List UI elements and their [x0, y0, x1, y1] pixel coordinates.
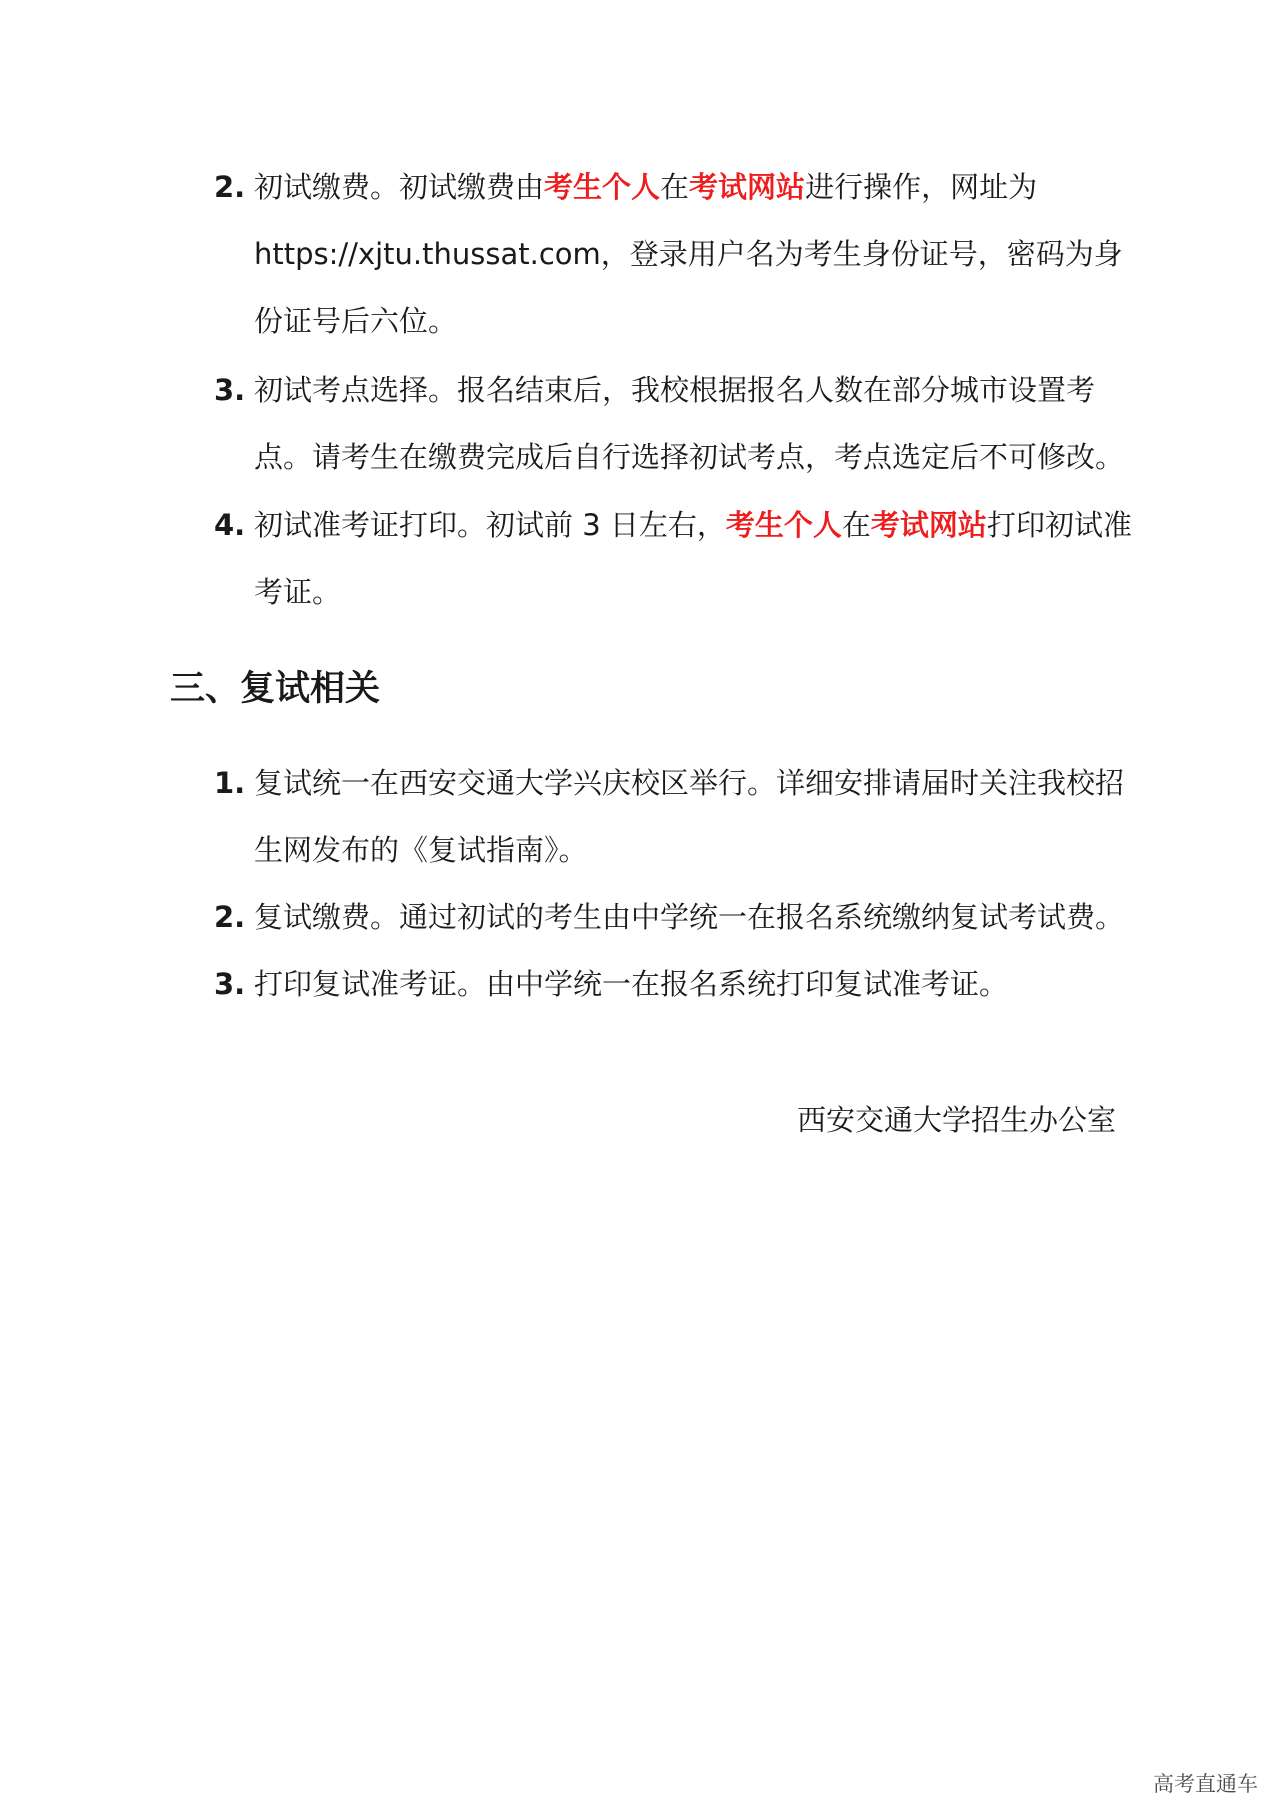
list-item-admission-ticket: [216, 492, 1146, 626]
list-number: 3.: [214, 967, 246, 1001]
list-number: 1.: [214, 766, 246, 800]
list-number: 3.: [214, 373, 246, 407]
list-item-fee-payment: [216, 154, 1146, 355]
list-item-text: [254, 154, 1146, 355]
list-item-text: 复试统一在西安交通大学兴庆校区举行。详细安排请届时关注我校招生网发布的《复试指南》。: [254, 766, 1125, 867]
text-run: 进行操作，网址为https://xjtu.thussat.com，登录用户名为考生身份证号，密码为身份证号后六位。: [254, 170, 1123, 338]
text-run: 在: [660, 170, 690, 204]
highlight-exam-website: 考试网站: [870, 508, 987, 542]
list-item-exam-site: [216, 357, 1146, 491]
text-run: 初试考点选择。报名结束后，我校根据报名人数在部分城市设置考点。请考生在缴费完成后自行选择初试考点，考点选定后不可修改。: [254, 373, 1125, 474]
list-item-retest-fee: [216, 884, 1146, 951]
list-item-text: 复试缴费。通过初试的考生由中学统一在报名系统缴纳复试考试费。: [254, 900, 1125, 934]
list-item-text: 打印复试准考证。由中学统一在报名系统打印复试准考证。: [254, 967, 1009, 1001]
highlight-exam-website: 考试网站: [689, 170, 806, 204]
list-item-retest-location: [216, 750, 1146, 884]
text-run: 初试准考证打印。初试前 3 日左右，: [254, 508, 726, 542]
watermark: 高考直通车: [1153, 1772, 1258, 1796]
highlight-candidate: 考生个人: [725, 508, 842, 542]
text-run: 初试缴费。初试缴费由: [254, 170, 545, 204]
highlight-candidate: 考生个人: [544, 170, 661, 204]
signature: 西安交通大学招生办公室: [796, 1103, 1116, 1137]
text-run: 打印初试准考证。: [254, 508, 1132, 609]
text-run: 在: [841, 508, 871, 542]
list-item-text: [254, 357, 1146, 491]
list-item-retest-ticket: [216, 951, 1146, 1018]
list-item-text: [254, 492, 1146, 626]
list-number: 2.: [214, 900, 246, 934]
list-number: 2.: [214, 170, 246, 204]
section-heading: 三、复试相关: [170, 669, 381, 709]
list-number: 4.: [214, 508, 246, 542]
